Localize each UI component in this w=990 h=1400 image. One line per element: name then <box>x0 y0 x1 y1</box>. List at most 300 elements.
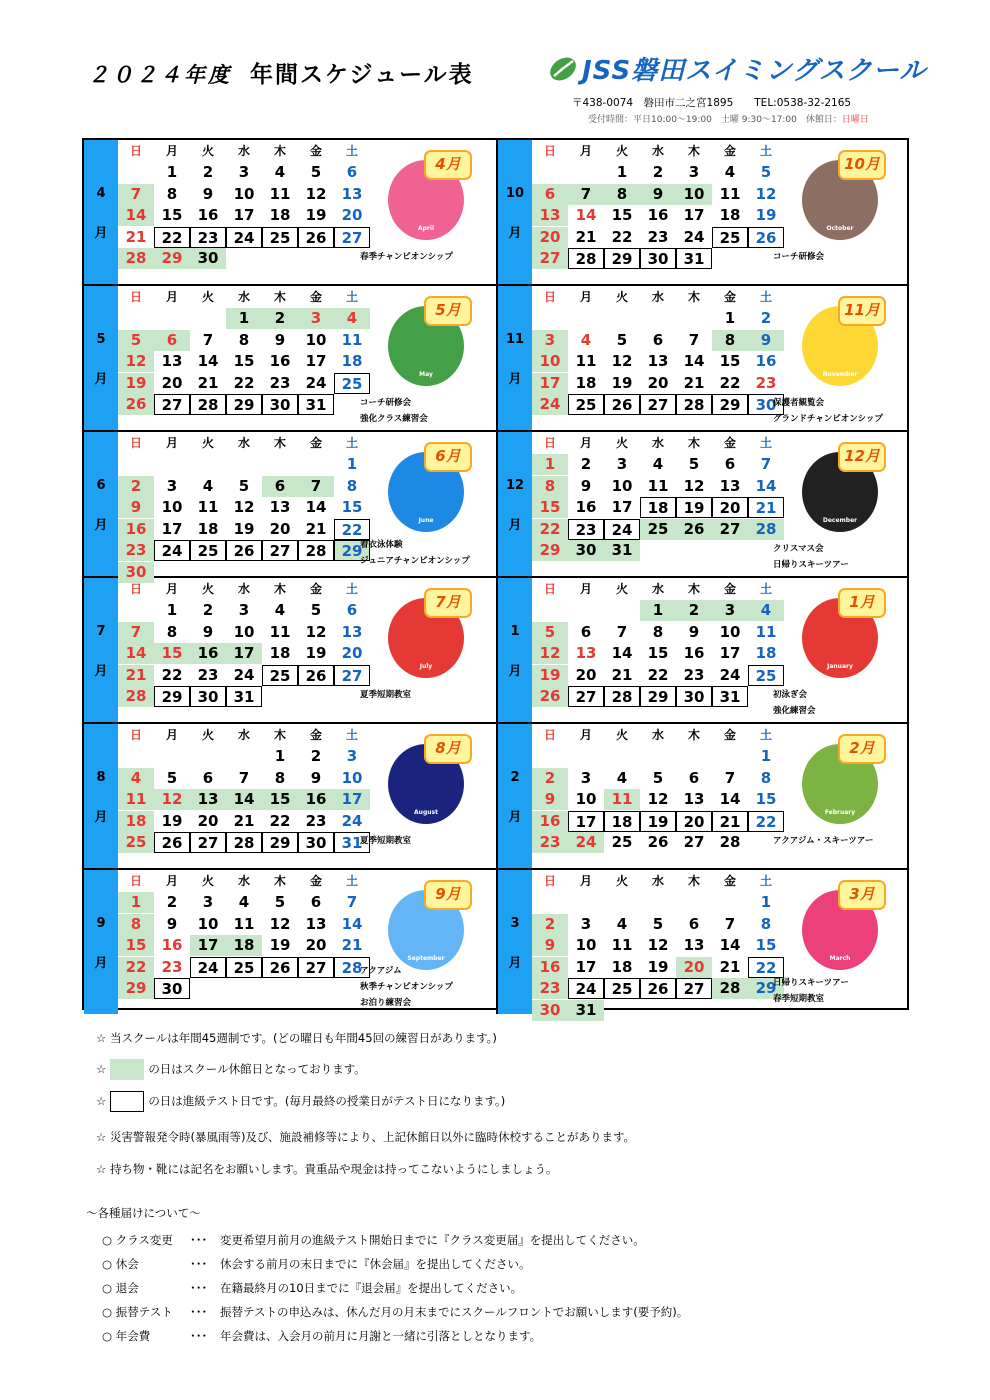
month-panel-may <box>84 286 496 432</box>
calendar-day: 13 <box>341 184 363 203</box>
calendar-day: 28 <box>118 248 154 269</box>
calendar-day: 22 <box>647 665 669 684</box>
month-sidebar <box>498 578 532 722</box>
month-illustration <box>384 442 468 532</box>
calendar-day: 18 <box>611 957 633 976</box>
calendar-day: 26 <box>748 227 784 248</box>
month-sidebar <box>84 286 118 430</box>
calendar-day: 19 <box>755 206 777 224</box>
calendar-day: 4 <box>724 163 736 181</box>
calendar-day: 15 <box>262 789 298 810</box>
calendar-day: 14 <box>683 352 705 370</box>
calendar-day: 8 <box>652 622 664 641</box>
calendar-day: 17 <box>305 352 327 370</box>
calendar-day: 1 <box>226 308 262 329</box>
weekday-header: 水 <box>651 874 664 888</box>
calendar-day: 27 <box>712 519 748 540</box>
calendar-day: 28 <box>226 832 262 853</box>
note-weeks: ☆ 当スクールは年間45週制です。(どの曜日も年間45回の練習日があります。) <box>96 1031 497 1045</box>
calendar-day: 24 <box>568 832 604 853</box>
month-event: アクアジム <box>360 966 402 976</box>
month-illustration <box>798 150 882 240</box>
calendar-day: 9 <box>274 330 286 349</box>
calendar-day: 13 <box>305 914 327 933</box>
month-badge: 1月 <box>838 588 886 618</box>
calendar-day: 16 <box>647 206 669 224</box>
leaf-logo-icon <box>548 54 578 84</box>
calendar-day: 21 <box>712 811 748 832</box>
calendar-day: 25 <box>611 833 633 851</box>
weekday-header: 水 <box>237 144 250 158</box>
calendar-day: 11 <box>611 936 633 954</box>
calendar-day: 14 <box>719 936 741 954</box>
calendar-day: 5 <box>274 893 286 911</box>
calendar-day: 12 <box>305 622 327 641</box>
month-illustration <box>798 296 882 386</box>
month-panel-july <box>84 578 496 724</box>
calendar-day: 26 <box>532 686 568 707</box>
illustration-month-en: June <box>418 517 434 524</box>
month-sidebar <box>84 578 118 722</box>
weekday-header: 水 <box>651 144 664 158</box>
month-number: 3 <box>510 916 520 931</box>
weekday-header: 月 <box>579 290 592 304</box>
calendar-day: 31 <box>568 1000 604 1021</box>
calendar-day: 31 <box>712 686 748 707</box>
weekday-header: 木 <box>273 728 286 742</box>
month-label: 月 <box>508 956 522 971</box>
illustration-month-en: April <box>417 225 434 232</box>
calendar-day: 12 <box>305 184 327 203</box>
weekday-header: 土 <box>345 728 358 742</box>
calendar-day: 29 <box>532 540 568 561</box>
calendar-day: 8 <box>532 476 568 497</box>
calendar-day: 29 <box>334 540 370 561</box>
calendar-day: 24 <box>568 978 604 999</box>
month-sidebar <box>84 140 118 284</box>
form-makeup-test: ○ 振替テスト ･･･ 振替テストの申込みは、休んだ月の月末までにスクールフロントでお願いします(要予約)。 <box>102 1305 689 1319</box>
weekday-header: 金 <box>309 728 322 742</box>
calendar-day: 23 <box>305 811 327 830</box>
calendar-day: 22 <box>748 957 784 978</box>
calendar-day: 30 <box>748 394 784 415</box>
calendar-day: 30 <box>190 248 226 269</box>
month-panel-august <box>84 724 496 870</box>
calendar-day: 16 <box>532 957 568 978</box>
calendar-day: 27 <box>676 978 712 999</box>
weekday-header: 日 <box>129 436 142 450</box>
month-label: 月 <box>94 810 108 825</box>
calendar-day: 30 <box>568 540 604 561</box>
weekday-header: 日 <box>543 874 556 888</box>
calendar-day: 30 <box>154 978 190 999</box>
weekday-header: 金 <box>309 144 322 158</box>
month-panel-march <box>496 870 909 1019</box>
calendar-day: 18 <box>755 644 777 662</box>
calendar-day: 8 <box>274 768 286 787</box>
form-leave: ○ 休会 ･･･ 休会する前月の末日までに『休会届』を提出してください。 <box>102 1257 531 1271</box>
calendar-day: 25 <box>640 519 676 540</box>
month-badge: 7月 <box>424 588 472 618</box>
calendar-day: 22 <box>748 811 784 832</box>
calendar-day: 21 <box>233 811 255 830</box>
weekday-header: 火 <box>615 290 628 304</box>
month-panel-september <box>84 870 496 1014</box>
calendar-day: 11 <box>341 330 363 349</box>
calendar-day: 29 <box>262 832 298 853</box>
calendar-day: 3 <box>580 914 592 933</box>
calendar-day: 12 <box>611 352 633 370</box>
calendar-day: 1 <box>724 309 736 327</box>
calendar-day: 8 <box>760 914 772 933</box>
calendar-day: 6 <box>346 163 358 181</box>
calendar-day: 16 <box>683 644 705 662</box>
calendar-day: 29 <box>640 686 676 707</box>
weekday-header: 火 <box>201 290 214 304</box>
month-panel-november <box>496 286 909 432</box>
calendar-day: 25 <box>226 957 262 978</box>
calendar-day: 20 <box>305 936 327 954</box>
calendar-day: 12 <box>118 351 154 372</box>
weekday-header: 木 <box>273 874 286 888</box>
calendar-day: 14 <box>755 476 777 495</box>
calendar-day: 29 <box>748 978 784 999</box>
calendar-day: 28 <box>719 833 741 851</box>
illustration-month-en: July <box>419 663 433 670</box>
calendar-day: 4 <box>748 600 784 621</box>
calendar-day: 17 <box>719 644 741 662</box>
calendar-day: 2 <box>760 309 772 327</box>
calendar-day: 14 <box>575 206 597 224</box>
calendar-day: 21 <box>125 227 147 246</box>
calendar-day: 23 <box>161 957 183 976</box>
weekday-header: 日 <box>543 290 556 304</box>
calendar-day: 3 <box>616 455 628 473</box>
weekday-header: 月 <box>165 436 178 450</box>
month-label: 月 <box>94 372 108 387</box>
calendar-day: 22 <box>611 227 633 246</box>
month-sidebar <box>498 724 532 868</box>
weekday-header: 月 <box>579 582 592 596</box>
calendar-day: 21 <box>748 497 784 518</box>
calendar-day: 7 <box>118 184 154 205</box>
calendar-day: 1 <box>274 747 286 765</box>
calendar-day: 19 <box>676 497 712 518</box>
calendar-day: 4 <box>580 330 592 349</box>
month-number: 7 <box>96 624 106 639</box>
calendar-day: 23 <box>118 540 154 561</box>
calendar-day: 15 <box>755 936 777 954</box>
closed-legend-swatch <box>110 1059 144 1080</box>
calendar-day: 2 <box>202 601 214 619</box>
calendar-day: 27 <box>334 227 370 248</box>
month-sidebar <box>498 140 532 284</box>
calendar-day: 24 <box>532 394 568 415</box>
calendar-day: 17 <box>683 206 705 224</box>
month-badge: 10月 <box>838 150 886 180</box>
weekday-header: 火 <box>615 728 628 742</box>
weekday-header: 火 <box>201 582 214 596</box>
calendar-day: 17 <box>233 206 255 224</box>
month-badge: 11月 <box>838 296 886 326</box>
calendar-day: 22 <box>118 957 154 978</box>
calendar-day: 8 <box>712 330 748 351</box>
month-badge: 6月 <box>424 442 472 472</box>
calendar-day: 19 <box>233 519 255 538</box>
month-event: 着衣泳体験 <box>360 540 403 550</box>
calendar-day: 24 <box>190 957 226 978</box>
month-label: 月 <box>94 226 108 241</box>
calendar-day: 30 <box>262 394 298 415</box>
month-event: 初泳ぎ会 <box>773 690 808 700</box>
calendar-day: 14 <box>341 914 363 933</box>
weekday-header: 月 <box>579 874 592 888</box>
month-event: コーチ研修会 <box>360 398 412 408</box>
calendar-day: 11 <box>575 352 597 370</box>
calendar-day: 16 <box>118 519 154 540</box>
weekday-header: 土 <box>345 874 358 888</box>
calendar-day: 28 <box>748 519 784 540</box>
calendar-day: 24 <box>683 227 705 246</box>
illustration-month-en: September <box>407 955 445 962</box>
weekday-header: 木 <box>273 436 286 450</box>
calendar-day: 23 <box>269 373 291 392</box>
month-label: 月 <box>508 518 522 533</box>
calendar-day: 29 <box>154 248 190 269</box>
calendar-day: 11 <box>755 622 777 641</box>
annual-calendar <box>82 138 909 1019</box>
weekday-header: 木 <box>273 144 286 158</box>
calendar-day: 2 <box>580 455 592 473</box>
calendar-day: 2 <box>532 914 568 935</box>
month-event: 強化練習会 <box>773 706 816 716</box>
calendar-day: 20 <box>676 811 712 832</box>
calendar-day: 17 <box>532 373 568 394</box>
illustration-month-en: August <box>414 809 438 816</box>
calendar-day: 17 <box>611 498 633 516</box>
calendar-day: 4 <box>238 893 250 911</box>
calendar-day: 9 <box>202 184 214 203</box>
weekday-header: 木 <box>687 290 700 304</box>
calendar-day: 18 <box>118 811 154 832</box>
weekday-header: 木 <box>273 582 286 596</box>
calendar-day: 26 <box>604 394 640 415</box>
calendar-day: 28 <box>568 248 604 269</box>
calendar-day: 12 <box>154 789 190 810</box>
calendar-day: 21 <box>719 957 741 976</box>
calendar-day: 29 <box>226 394 262 415</box>
calendar-day: 28 <box>604 686 640 707</box>
calendar-day: 24 <box>226 227 262 248</box>
calendar-day: 7 <box>118 622 154 643</box>
weekday-header: 日 <box>129 290 142 304</box>
calendar-day: 28 <box>298 540 334 561</box>
calendar-day: 18 <box>341 352 363 370</box>
calendar-day: 25 <box>604 978 640 999</box>
weekday-header: 月 <box>165 874 178 888</box>
month-label: 月 <box>94 956 108 971</box>
calendar-day: 3 <box>238 601 250 619</box>
calendar-day: 21 <box>118 665 154 686</box>
calendar-day: 25 <box>262 227 298 248</box>
weekday-header: 火 <box>201 144 214 158</box>
calendar-day: 6 <box>688 768 700 787</box>
calendar-day: 17 <box>575 957 597 976</box>
weekday-header: 土 <box>759 874 772 888</box>
weekday-header: 日 <box>129 874 142 888</box>
calendar-day: 25 <box>568 394 604 415</box>
calendar-day: 17 <box>568 811 604 832</box>
calendar-day: 22 <box>719 373 741 392</box>
weekday-header: 土 <box>759 436 772 450</box>
calendar-day: 27 <box>154 394 190 415</box>
calendar-day: 15 <box>118 935 154 956</box>
calendar-day: 15 <box>161 206 183 224</box>
calendar-day: 4 <box>202 476 214 495</box>
calendar-day: 25 <box>262 665 298 686</box>
weekday-header: 水 <box>651 728 664 742</box>
calendar-day: 7 <box>568 184 604 205</box>
calendar-day: 2 <box>202 163 214 181</box>
calendar-day: 8 <box>238 330 250 349</box>
month-number: 9 <box>96 916 106 931</box>
calendar-day: 27 <box>262 540 298 561</box>
calendar-day: 30 <box>640 248 676 269</box>
calendar-day: 10 <box>305 330 327 349</box>
calendar-day: 10 <box>197 914 219 933</box>
calendar-day: 23 <box>190 227 226 248</box>
calendar-day: 11 <box>197 498 219 516</box>
calendar-day: 29 <box>118 978 154 999</box>
calendar-day: 22 <box>334 519 370 540</box>
calendar-day: 7 <box>724 768 736 787</box>
calendar-day: 3 <box>202 893 214 911</box>
calendar-day: 13 <box>341 622 363 641</box>
month-illustration <box>798 734 882 824</box>
form-annual-fee: ○ 年会費 ･･･ 年会費は、入会月の前月に月謝と一緒に引落としとなります。 <box>102 1329 542 1343</box>
calendar-day: 8 <box>166 184 178 203</box>
calendar-day: 24 <box>341 811 363 830</box>
calendar-day: 19 <box>305 206 327 224</box>
weekday-header: 火 <box>615 582 628 596</box>
calendar-day: 13 <box>683 936 705 954</box>
calendar-day: 10 <box>233 622 255 641</box>
calendar-day: 30 <box>676 686 712 707</box>
calendar-day: 7 <box>202 330 214 349</box>
calendar-day: 24 <box>604 519 640 540</box>
calendar-day: 22 <box>233 373 255 392</box>
weekday-header: 月 <box>579 728 592 742</box>
calendar-day: 23 <box>568 519 604 540</box>
calendar-day: 2 <box>166 893 178 911</box>
month-panel-october <box>496 140 909 286</box>
calendar-day: 12 <box>647 790 669 808</box>
calendar-day: 18 <box>604 811 640 832</box>
calendar-day: 11 <box>719 184 741 203</box>
weekday-header: 日 <box>543 436 556 450</box>
calendar-day: 5 <box>688 455 700 473</box>
calendar-day: 18 <box>269 206 291 224</box>
calendar-day: 19 <box>647 957 669 976</box>
calendar-day: 31 <box>334 832 370 853</box>
weekday-header: 火 <box>615 144 628 158</box>
calendar-day: 20 <box>161 373 183 392</box>
calendar-day: 10 <box>719 622 741 641</box>
month-sidebar <box>84 724 118 868</box>
calendar-day: 28 <box>118 686 154 707</box>
calendar-day: 15 <box>719 352 741 370</box>
calendar-day: 16 <box>269 352 291 370</box>
calendar-day: 2 <box>652 163 664 181</box>
month-number: 5 <box>96 332 106 347</box>
calendar-day: 5 <box>118 330 154 351</box>
weekday-header: 火 <box>201 874 214 888</box>
calendar-day: 31 <box>226 686 262 707</box>
calendar-day: 10 <box>611 476 633 495</box>
weekday-header: 火 <box>615 436 628 450</box>
weekday-header: 月 <box>165 728 178 742</box>
calendar-day: 7 <box>238 768 250 787</box>
calendar-day: 19 <box>640 811 676 832</box>
calendar-day: 14 <box>226 789 262 810</box>
calendar-day: 9 <box>748 330 784 351</box>
weekday-header: 木 <box>687 728 700 742</box>
month-badge: 12月 <box>838 442 886 472</box>
month-event: 夏季短期教室 <box>360 690 412 700</box>
month-illustration <box>798 442 882 532</box>
calendar-day: 24 <box>305 373 327 392</box>
calendar-day: 5 <box>760 163 772 181</box>
calendar-day: 25 <box>334 373 370 394</box>
calendar-day: 27 <box>190 832 226 853</box>
calendar-day: 1 <box>760 893 772 911</box>
calendar-day: 3 <box>712 600 748 621</box>
calendar-day: 24 <box>719 665 741 684</box>
weekday-header: 月 <box>579 144 592 158</box>
note-test-legend: ☆ の日は進級テスト日です。(毎月最終の授業日がテスト日になります。) <box>96 1091 505 1112</box>
calendar-day: 3 <box>580 768 592 787</box>
calendar-day: 24 <box>233 665 255 684</box>
month-event: 春季チャンピオンシップ <box>360 252 453 262</box>
calendar-day: 26 <box>640 978 676 999</box>
calendar-day: 12 <box>269 914 291 933</box>
calendar-day: 20 <box>575 665 597 684</box>
calendar-day: 26 <box>298 665 334 686</box>
calendar-day: 12 <box>532 643 568 664</box>
calendar-day: 14 <box>719 790 741 808</box>
calendar-day: 11 <box>647 476 669 495</box>
calendar-day: 13 <box>269 498 291 516</box>
calendar-day: 22 <box>532 519 568 540</box>
calendar-day: 2 <box>262 308 298 329</box>
calendar-day: 30 <box>532 1000 568 1021</box>
calendar-day: 27 <box>640 394 676 415</box>
weekday-header: 日 <box>129 728 142 742</box>
calendar-day: 3 <box>688 163 700 181</box>
month-sidebar <box>498 870 532 1014</box>
calendar-day: 20 <box>197 811 219 830</box>
calendar-day: 7 <box>688 330 700 349</box>
illustration-month-en: January <box>827 663 853 670</box>
calendar-day: 31 <box>676 248 712 269</box>
weekday-header: 水 <box>651 290 664 304</box>
calendar-day: 23 <box>532 832 568 853</box>
calendar-day: 5 <box>652 914 664 933</box>
weekday-header: 水 <box>237 874 250 888</box>
calendar-day: 29 <box>154 686 190 707</box>
calendar-day: 18 <box>575 373 597 392</box>
calendar-day: 1 <box>118 892 154 913</box>
